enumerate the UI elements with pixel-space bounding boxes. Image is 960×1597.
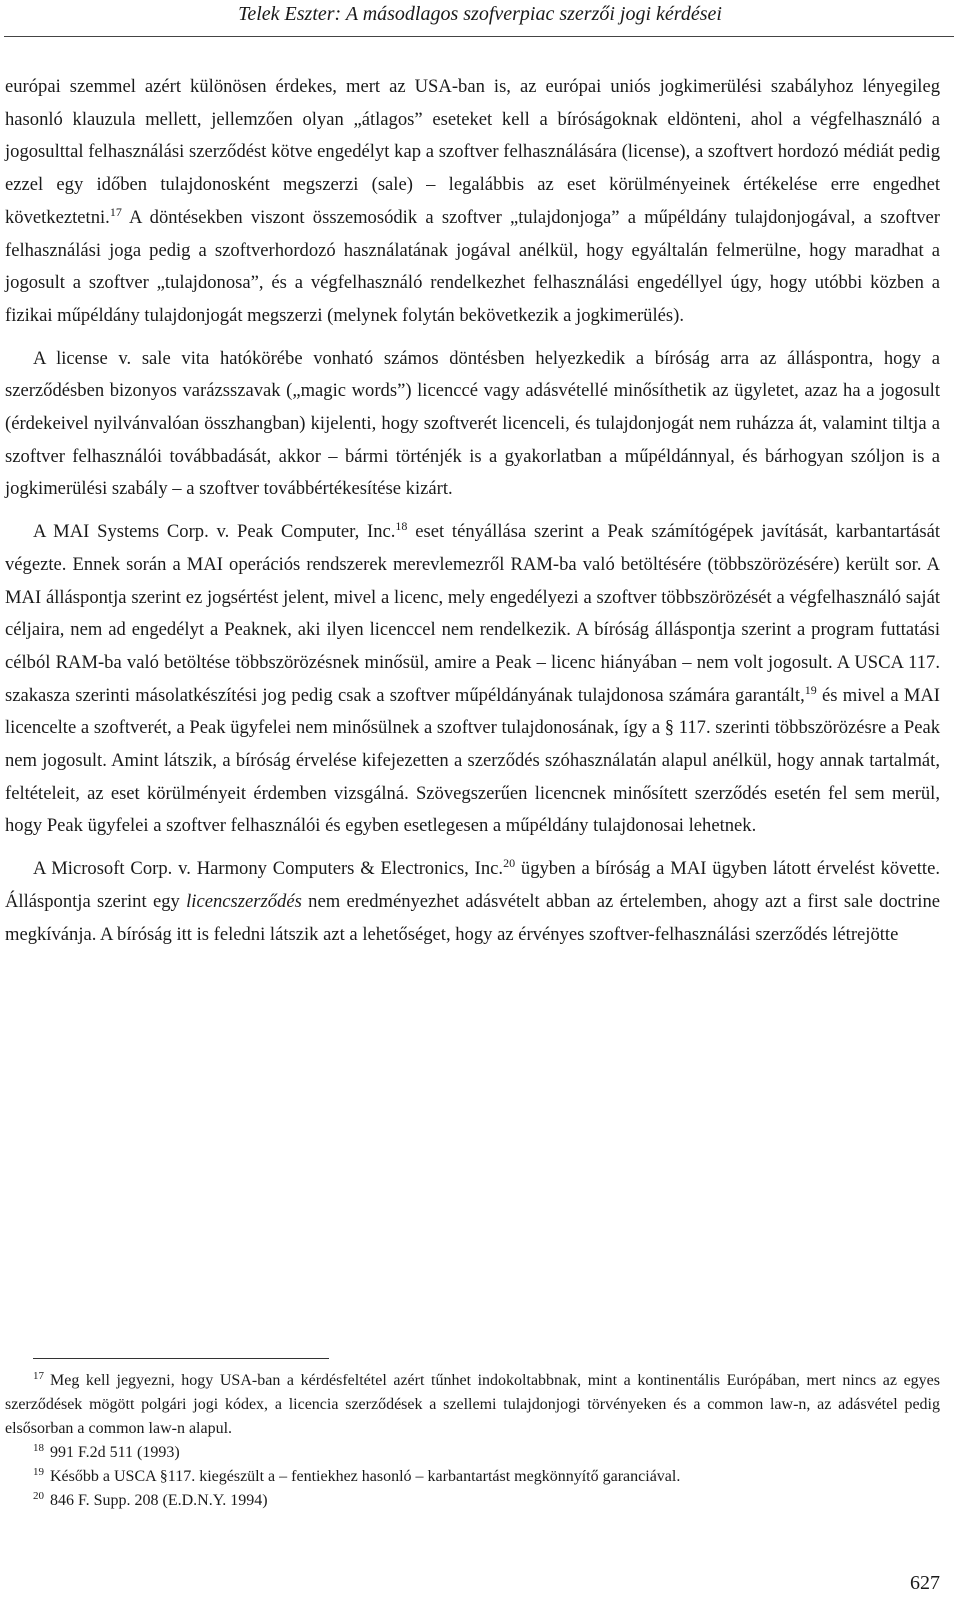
footnote-text: 846 F. Supp. 208 (E.D.N.Y. 1994) [50, 1492, 268, 1509]
footnote-17 [5, 1369, 940, 1441]
paragraph-4-text-a: A Microsoft Corp. v. Harmony Computers & Electronics, Inc. [33, 858, 504, 880]
paragraph-4-text-b: ügyben a bíróság a MAI ügyben látott érvelést követte. Álláspontja szerint egy [5, 858, 940, 912]
footnote-number: 20 [33, 1489, 44, 1502]
paragraph-3-text-c: és mivel a MAI licencelte a szoftverét, a Peak ügyfelei nem minősülnek a szoftver tulajdonosának, így a § 117. szerinti többszörözésre a Peak nem jogosult. Amint látszik, a bíróság érvelése kifejezetten a szerződés szóhasználatán alapul anélkül, hogy annak tartalmát, feltételeit, az eset körülményeit érdemben vizsgálná. Szövegszerűen licencnek minősített szerződés esetén fel sem merül, hogy Peak ügyfelei a szoftver felhasználói és egyben esetlegesen a műpéldány tulajdonosai lehetnek. [5, 684, 940, 837]
paragraph-1-text-a: európai szemmel azért különösen érdekes, mert az USA-ban is, az európai uniós jogkimerülési szabályhoz lényegileg hasonló klauzula mellett, jellemzően olyan „átlagos” eseteket kell a bíróságoknak eldönteni, ahol a végfelhasználó a jogosulttal felhasználási szerződést kötve engedélyt kap a szoftver felhasználására (license), a szoftvert hordozó médiát pedig ezzel egy időben tulajdonosként megszerzi (sale) – legalábbis az eset körülményeinek értékelése erre engedhet következtetni. [5, 76, 940, 228]
footnote-text: Meg kell jegyezni, hogy USA-ban a kérdésfeltétel azért tűnhet indokoltabbnak, mint a kontinentális Európában, mert nincs az egyes szerződések mögött polgári jogi kódex, a licencia szerződések a szellemi tulajdonjogi törvényeken és a common law-n, az adásvétel pedig elsősorban a common law-n alapul. [5, 1372, 940, 1437]
paragraph-3-text-b: eset tényállása szerint a Peak számítógépek javítását, karbantartását végezte. Ennek során a MAI operációs rendszerek merevlemezről RAM-ba való betöltésére (többszörözésére) került sor. A MAI álláspontja szerint ez jogsértést jelent, mivel a licenc, mely engedélyezi a szoftver többszörözését a végfelhasználó saját céljaira, nem ad engedélyt a Peaknek, aki ilyen licenccel nem rendelkezik. A bíróság álláspontja szerint a program futtatási célból RAM-ba való betöltése többszörözésnek minősül, amire a Peak – licenc hiányában – nem volt jogosult. A USCA 117. szakasza szerinti másolatkészítési jog pedig csak a szoftver műpéldányának tulajdonosa számára garantált, [5, 521, 941, 706]
header-divider [4, 36, 954, 37]
paragraph-1-text-b: A döntésekben viszont összemosódik a szoftver „tulajdonjoga” a műpéldány tulajdonjogával, a szoftver felhasználási joga pedig a szoftverhordozó használatának jogával anélkül, hogy egyáltalán felmerülne, hogy maradhat a jogosult a szoftver „tulajdonosa”, és a végfelhasználó rendelkezhet felhasználási engedéllyel úgy, hogy utóbbi közben a fizikai műpéldány tulajdonjogát megszerzi (melynek folytán bekövetkezik a jogkimerülés). [5, 206, 940, 326]
paragraph-2: A license v. sale vita hatókörébe vonható számos döntésben helyezkedik a bíróság arra az álláspontra, hogy a szerződésben bizonyos varázsszavak („magic words”) licenccé vagy adásvétellé minősíthetik az ügyletet, azaz ha a jogosult (érdekeivel nyilvánvalóan összhangban) kijelenti, hogy szoftverét licenceli, és tulajdonjogát nem ruházza át, valamint tiltja a szoftver felhasználói továbbadását, akkor – bármi történjék is a gyakorlatban a műpéldánnyal, és bárhogyan szóljon is a jogkimerülési szabály – a szoftver továbbértékesítése kizárt. [5, 347, 940, 500]
paragraph-4-italic-term: licencszerződés [186, 890, 302, 912]
footnotes [5, 1369, 940, 1513]
paragraph-4-text-c: nem eredményezhet adásvételt abban az értelemben, ahogy azt a first sale doctrine megkívánja. A bíróság itt is feledni látszik azt a lehetőséget, hogy az érvényes szoftver-felhasználási szerződés létrejötte [5, 890, 940, 945]
paragraph-1 [5, 71, 940, 333]
footnote-18 [5, 1441, 940, 1465]
paragraph-3-text-a: A MAI Systems Corp. v. Peak Computer, Inc. [33, 521, 396, 543]
footnote-20 [5, 1489, 940, 1513]
footnote-ref-18[interactable]: 18 [395, 518, 408, 533]
running-header [0, 0, 960, 36]
footnote-ref-19[interactable]: 19 [804, 682, 817, 697]
footnote-text: 991 F.2d 511 (1993) [50, 1444, 180, 1461]
footnote-number: 19 [33, 1465, 44, 1478]
footnote-number: 18 [33, 1441, 44, 1454]
paragraph-3 [5, 516, 940, 843]
footnote-number: 17 [33, 1369, 44, 1382]
footnote-divider [33, 1358, 329, 1359]
body-text [5, 71, 940, 951]
footnote-19 [5, 1465, 940, 1489]
page-number: 627 [910, 1572, 940, 1594]
running-header-title: Telek Eszter: A másodlagos szofverpiac szerzői jogi kérdései [238, 3, 722, 25]
footnote-text: Később a USCA §117. kiegészült a – fentiekhez hasonló – karbantartást megkönnyítő garanciával. [50, 1468, 681, 1485]
footnote-ref-20[interactable]: 20 [503, 855, 516, 870]
footnote-ref-17[interactable]: 17 [109, 204, 122, 219]
paragraph-4 [5, 853, 940, 951]
